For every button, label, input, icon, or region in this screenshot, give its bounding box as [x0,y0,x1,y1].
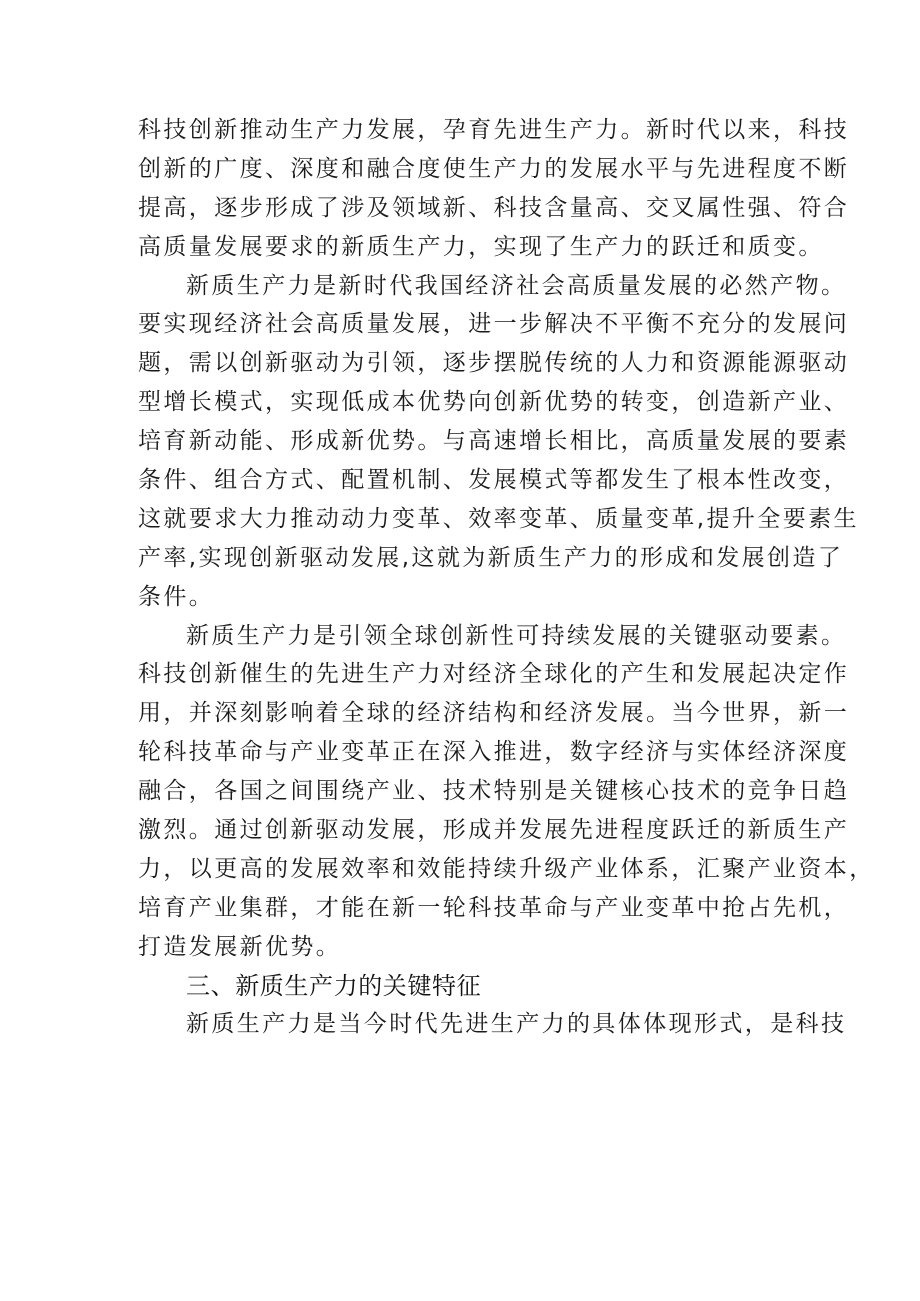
text-line: 这就要求大力推动动力变革、效率变革、质量变革,提升全要素生 [138,505,859,532]
text-line: 新质生产力是新时代我国经济社会高质量发展的必然产物。 [186,272,847,299]
section-heading: 三、新质生产力的关键特征 [186,971,482,1000]
text-line: 力，以更高的发展效率和效能持续升级产业体系，汇聚产业资本， [138,855,875,882]
text-line: 培育产业集群，才能在新一轮科技革命与产业变革中抢占先机， [138,894,850,921]
text-line: 高质量发展要求的新质生产力，实现了生产力的跃迁和质变。 [138,233,824,260]
paragraph-1 [138,111,850,267]
text-line: 激烈。通过创新驱动发展，形成并发展先进程度跃迁的新质生产 [138,817,850,844]
text-line: 要实现经济社会高质量发展，进一步解决不平衡不充分的发展问 [138,311,850,338]
text-line: 科技创新推动生产力发展，孕育先进生产力。新时代以来，科技 [138,117,850,143]
text-line: 题，需以创新驱动为引领，逐步摆脱传统的人力和资源能源驱动 [138,350,850,377]
text-line: 用，并深刻影响着全球的经济结构和经济发展。当今世界，新一 [138,700,850,727]
text-line: 创新的广度、深度和融合度使生产力的发展水平与先进程度不断 [138,155,850,182]
text-line: 轮科技革命与产业变革正在深入推进，数字经济与实体经济深度 [138,739,850,766]
text-line: 融合，各国之间围绕产业、技术特别是关键核心技术的竞争日趋 [138,778,850,805]
text-line: 科技创新催生的先进生产力对经济全球化的产生和发展起决定作 [138,661,850,688]
paragraph-3 [138,617,875,967]
text-line: 新质生产力是当今时代先进生产力的具体体现形式，是科技 [186,1011,847,1038]
text-line: 提高，逐步形成了涉及领域新、科技含量高、交叉属性强、符合 [138,194,850,221]
text-line: 条件、组合方式、配置机制、发展模式等都发生了根本性改变， [138,467,850,494]
document-body [138,111,875,1044]
paragraph-2 [138,267,859,617]
text-line: 产率,实现创新驱动发展,这就为新质生产力的形成和发展创造了 [138,544,844,571]
text-line: 型增长模式，实现低成本优势向创新优势的转变，创造新产业、 [138,389,850,416]
text-line: 打造发展新优势。 [138,933,342,960]
text-line: 条件。 [138,583,215,610]
text-line: 培育新动能、形成新优势。与高速增长相比，高质量发展的要素 [138,428,850,455]
paragraph-4 [138,1005,847,1044]
text-line: 新质生产力是引领全球创新性可持续发展的关键驱动要素。 [186,622,847,649]
